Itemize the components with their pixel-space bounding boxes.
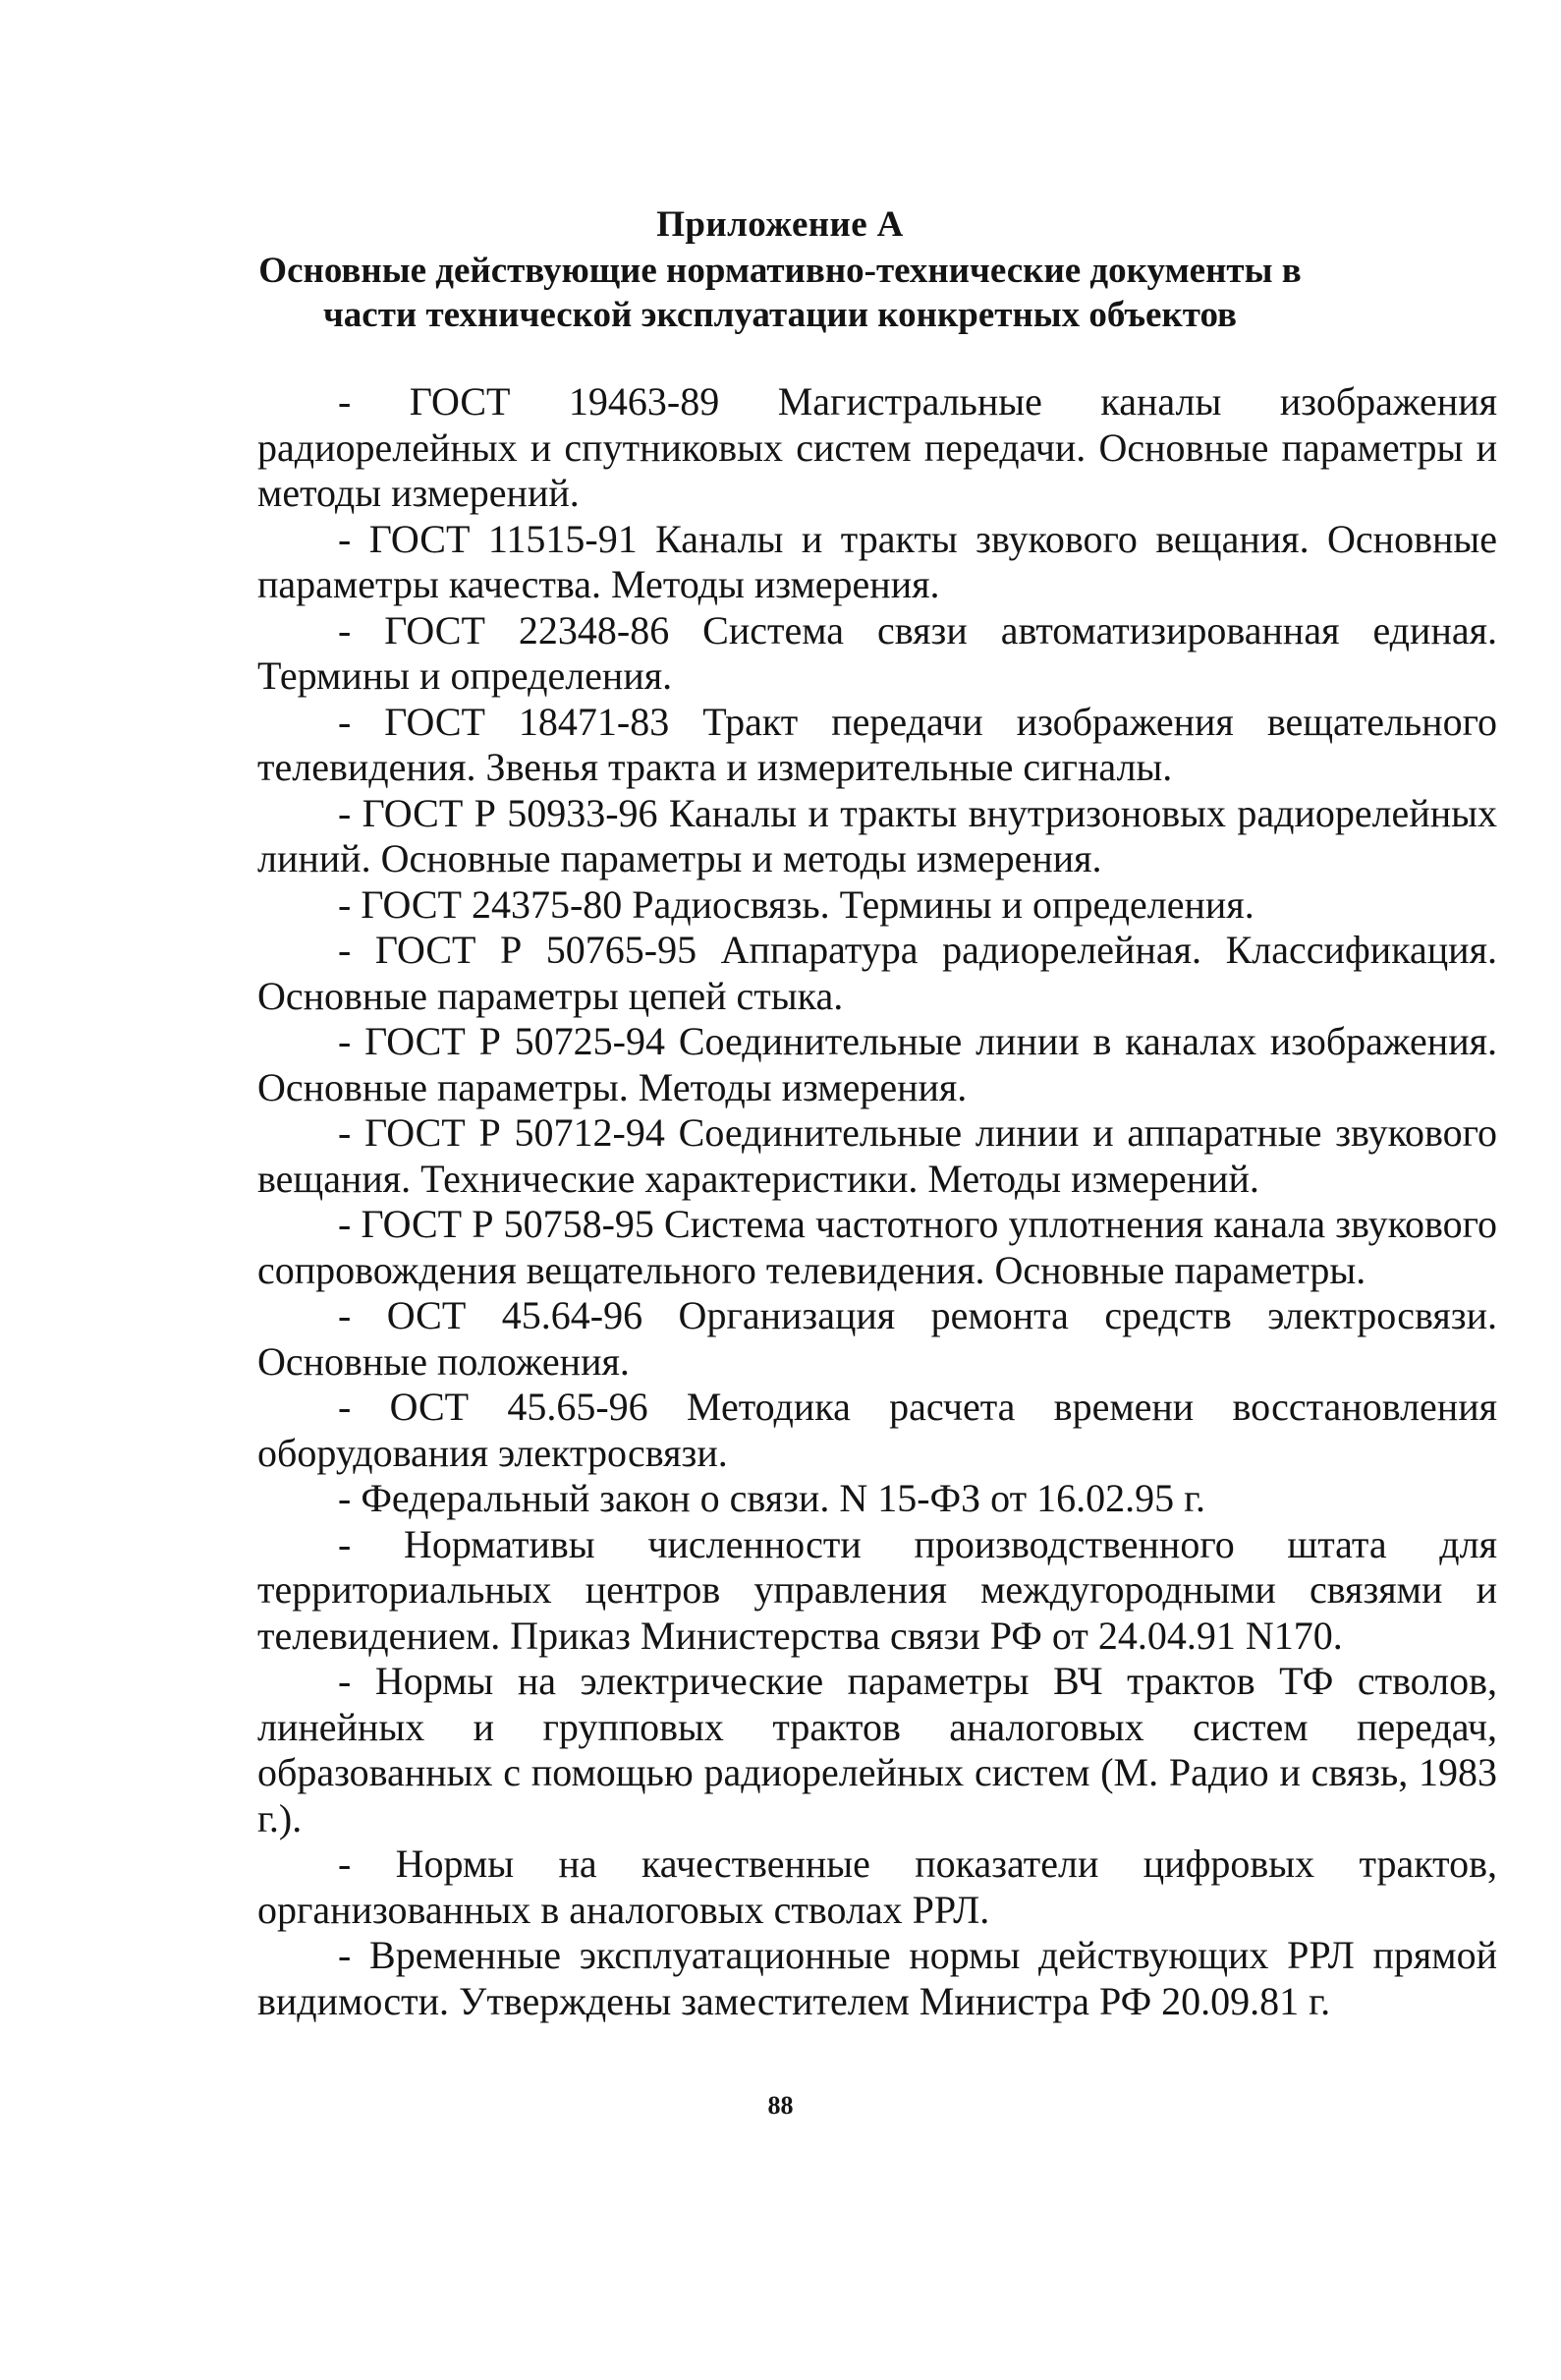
- list-item: - ОСТ 45.65-96 Методика расчета времени восстановления оборудования электросвязи.: [257, 1385, 1497, 1475]
- list-item: - ОСТ 45.64-96 Организация ремонта средств электросвязи. Основные положения.: [257, 1293, 1497, 1384]
- list-item: - ГОСТ Р 50712-94 Соединительные линии и аппаратные звукового вещания. Технические характеристики. Методы измерений.: [257, 1110, 1497, 1201]
- appendix-title: Основные действующие нормативно-технические документы в части технической эксплуатации конкретных объектов: [258, 251, 1302, 335]
- list-item: - ГОСТ 18471-83 Тракт передачи изображения вещательного телевидения. Звенья тракта и измерительные сигналы.: [257, 699, 1497, 789]
- appendix-heading: [257, 202, 1303, 337]
- list-item: - ГОСТ Р 50765-95 Аппаратура радиорелейная. Классификация. Основные параметры цепей стыка.: [257, 928, 1497, 1018]
- list-item: - ГОСТ 11515-91 Каналы и тракты звукового вещания. Основные параметры качества. Методы измерения.: [257, 516, 1497, 606]
- list-item: - ГОСТ Р 50933-96 Каналы и тракты внутризоновых радиорелейных линий. Основные параметры и методы измерения.: [257, 790, 1497, 880]
- normative-documents-list: [257, 379, 1497, 2024]
- list-item: - ГОСТ Р 50725-94 Соединительные линии в каналах изображения. Основные параметры. Методы измерения.: [257, 1019, 1497, 1109]
- list-item: - ГОСТ 22348-86 Система связи автоматизированная единая. Термины и определения.: [257, 607, 1497, 698]
- list-item: - Нормативы численности производственного штата для территориальных центров управления междугородными связями и телевидением. Приказ Министерства связи РФ от 24.04.91 N170.: [257, 1521, 1497, 1658]
- list-item: - Нормы на электрические параметры ВЧ трактов ТФ стволов, линейных и групповых трактов аналоговых систем передач, образованных с помощью радиорелейных систем (М. Радио и связь, 1983 г.).: [257, 1659, 1497, 1841]
- list-item: - Временные эксплуатационные нормы действующих РРЛ прямой видимости. Утверждены заместителем Министра РФ 20.09.81 г.: [257, 1933, 1497, 2023]
- list-item: - ГОСТ Р 50758-95 Система частотного уплотнения канала звукового сопровождения вещательного телевидения. Основные параметры.: [257, 1202, 1497, 1292]
- list-item: - ГОСТ 24375-80 Радиосвязь. Термины и определения.: [338, 881, 1254, 927]
- page-number: 88: [767, 2091, 794, 2120]
- list-item: - Федеральный закон о связи. N 15-ФЗ от 16.02.95 г.: [338, 1476, 1206, 1520]
- list-item: - Нормы на качественные показатели цифровых трактов, организованных в аналоговых стволах РРЛ.: [257, 1842, 1497, 1932]
- appendix-label: Приложение А: [656, 204, 904, 245]
- list-item: - ГОСТ 19463-89 Магистральные каналы изображения радиорелейных и спутниковых систем передачи. Основные параметры и методы измерений.: [257, 379, 1497, 515]
